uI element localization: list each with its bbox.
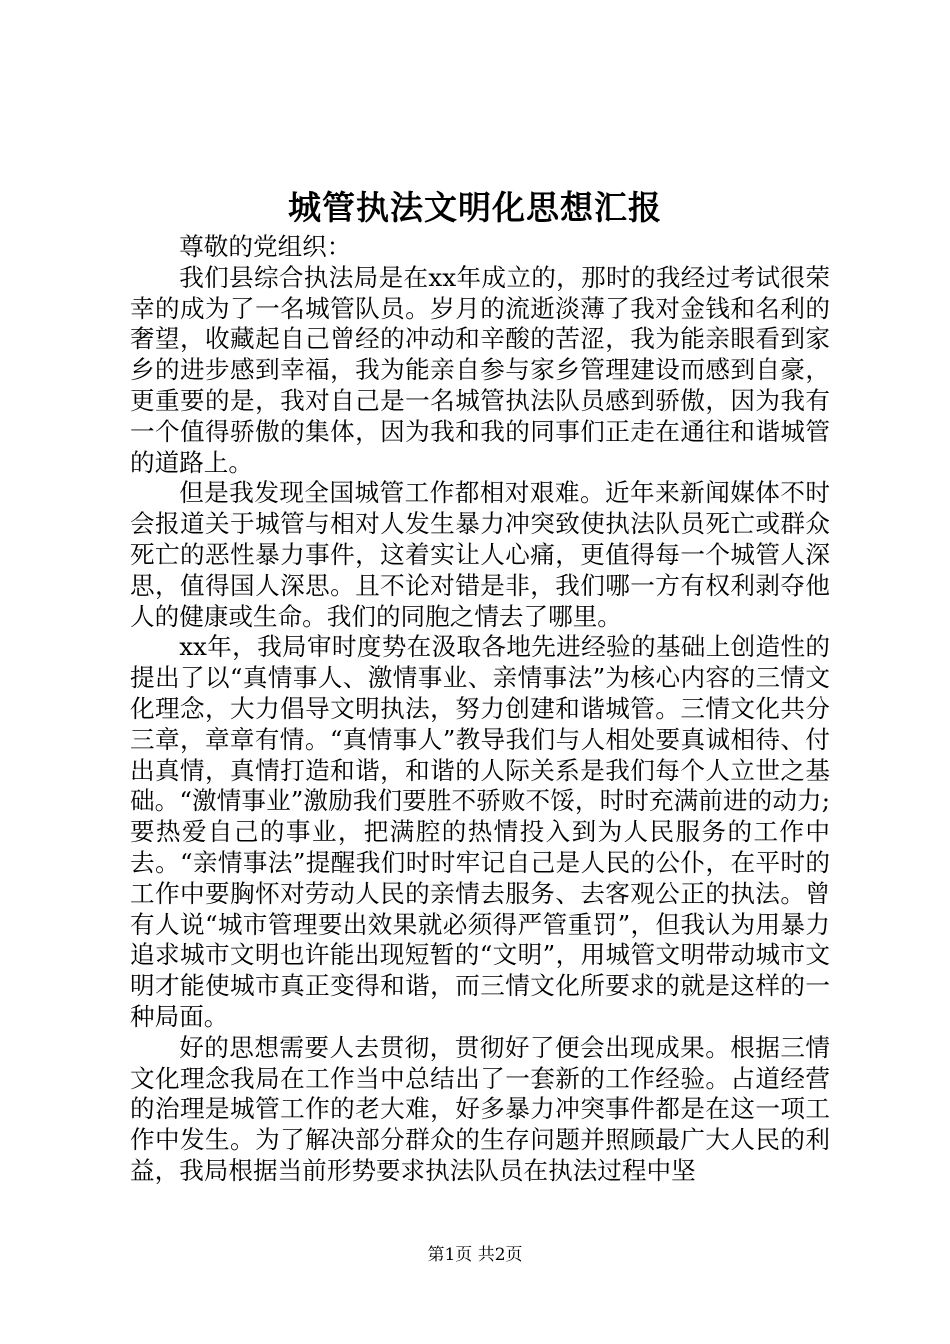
paragraph-1: 我们县综合执法局是在xx年成立的，那时的我经过考试很荣幸的成为了一名城管队员。岁月的流逝淡薄了我对金钱和名利的奢望，收藏起自己曾经的冲动和辛酸的苦涩，我为能亲眼看到家乡的进步感到幸福，我为能亲自参与家乡管理建设而感到自豪，更重要的是，我对自己是一名城管执法队员感到骄傲，因为我有一个值得骄傲的集体，因为我和我的同事们正走在通往和谐城管的道路上。 [130, 262, 830, 477]
paragraph-4: 好的思想需要人去贯彻，贯彻好了便会出现成果。根据三情文化理念我局在工作当中总结出了一套新的工作经验。占道经营的治理是城管工作的老大难，好多暴力冲突事件都是在这一项工作中发生。为了解决部分群众的生存问题并照顾最广大人民的利益，我局根据当前形势要求执法队员在执法过程中坚 [130, 1032, 830, 1185]
document-title: 城管执法文明化思想汇报 [288, 188, 662, 227]
salutation: 尊敬的党组织： [179, 232, 352, 261]
page-footer: 第1页 共2页 [427, 1245, 523, 1265]
document-body [130, 232, 830, 1187]
paragraph-2: 但是我发现全国城管工作都相对艰难。近年来新闻媒体不时会报道关于城管与相对人发生暴力冲突致使执法队员死亡或群众死亡的恶性暴力事件，这着实让人心痛，更值得每一个城管人深思，值得国人深思。且不论对错是非，我们哪一方有权利剥夺他人的健康或生命。我们的同胞之情去了哪里。 [130, 478, 830, 631]
paragraph-3: xx年，我局审时度势在汲取各地先进经验的基础上创造性的提出了以“真情事人、激情事业、亲情事法”为核心内容的三情文化理念，大力倡导文明执法，努力创建和谐城管。三情文化共分三章，章章有情。“真情事人”教导我们与人相处要真诚相待、付出真情，真情打造和谐，和谐的人际关系是我们每个人立世之基础。“激情事业”激励我们要胜不骄败不馁，时时充满前进的动力;要热爱自己的事业，把满腔的热情投入到为人民服务的工作中去。“亲情事法”提醒我们时时牢记自己是人民的公仆，在平时的工作中要胸怀对劳动人民的亲情去服务、去客观公正的执法。曾有人说“城市管理要出效果就必须得严管重罚”，但我认为用暴力追求城市文明也许能出现短暂的“文明”，用城管文明带动城市文明才能使城市真正变得和谐，而三情文化所要求的就是这样的一种局面。 [130, 632, 830, 1031]
